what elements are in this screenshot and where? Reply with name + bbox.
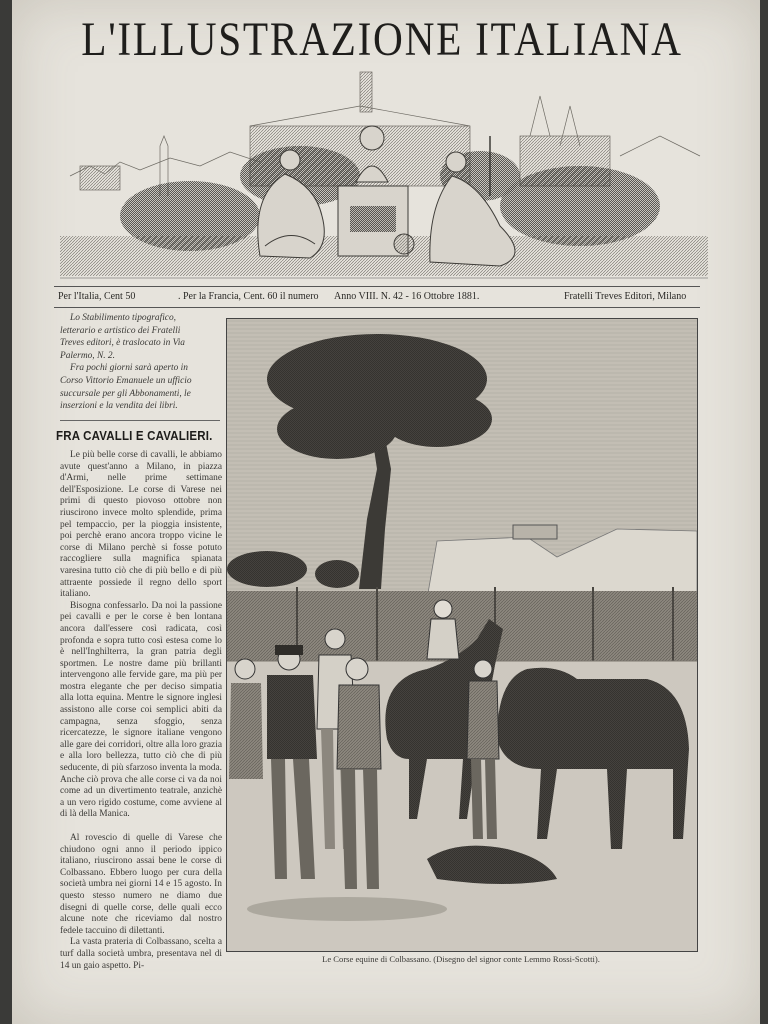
- notice-line: Fra pochi giorni sarà aperto in: [70, 363, 188, 374]
- notice-line: Lo Stabilimento tipografico,: [70, 313, 176, 323]
- article-paragraph: Le più belle corse di cavalli, le abbiamo avute quest'anno a Milano, in piazza d'Armi, nelle prime settimane dell'Esposizione. Le corse di Varese nei primi di questo piovoso ottobre non riuscirono invece molto splendide, prima pel tempaccio, per la pioggia insistente, poi perchè erano ancora troppo vicine le corse di Milano perchè si fosse potuto raccogliere sulla magnifica spianata varesina tutto ciò che di più bello e di più attraente possiede il regno dello sport italiano.: [60, 450, 222, 600]
- article-paragraph: La vasta prateria di Colbassano, scelta a turf dalla società umbra, presentava nel di 14 un gaio aspetto. Pi-: [60, 937, 222, 970]
- price-france: . Per la Francia, Cent. 60 il numero: [178, 291, 319, 302]
- issue-number: Anno VIII. N. 42 - 16 Ottobre 1881.: [334, 291, 480, 302]
- masthead-title: L'ILLUSTRAZIONE ITALIANA: [81, 13, 683, 66]
- article-body: [60, 450, 222, 970]
- article-title: FRA CAVALLI E CAVALIERI.: [56, 429, 213, 443]
- notice-line: Corso Vittorio Emanuele un ufficio: [60, 375, 192, 386]
- masthead-illustration: [60, 66, 708, 288]
- article-paragraph: Bisogna confessarlo. Da noi la passione pei cavalli e per le corse è ben lontana ancora dall'essere così radicata, così profonda e sopra tutto così estesa come lo è nell'Inghilterra, la gran patria degli sportmen. Le nostre dame più brillanti intervengono alle fervide gare, ma più per mostra elegante che per deciso simpatia alla lotta equina. Mentre le signore inglesi assistono alle corse coi semplici abiti da campagna, senza sfoggio, senza ricercatezze, le signore italiane vengono alle gare dei corridori, oltre alla loro grazia e alla loro bellezza, tutto ciò che di più seducente, di più sfarzoso inventa la moda. Anche ciò prova che alle corse ci va da noi come ad un divertimento teatrale, anzichè a un vero rigido costume, come avviene al di là della Manica.: [60, 600, 222, 820]
- notice-line: letterario e artistico dei Fratelli: [60, 325, 181, 336]
- article-paragraph: Al rovescio di quelle di Varese che chiudono ogni anno il periodo ippico italiano, riuscirono assai bene le corse di Colbassano. Ebbero luogo per cura della società umbra nei giorni 14 e 15 agosto. In questo stesso numero ne diamo due disegni di quelle corse, delle quali ecco alcune note che riceviamo dal nostro fedele taccuino di dilettanti.: [60, 833, 222, 936]
- publisher: Fratelli Treves Editori, Milano: [564, 291, 687, 302]
- horse-race-engraving: [226, 318, 698, 952]
- illustration-caption: Le Corse equine di Colbassano. (Disegno del signor conte Lemmo Rossi-Scotti).: [322, 954, 600, 964]
- issue-info-bar: [54, 286, 700, 308]
- notice-line: succursale per gli Abbonamenti, le: [60, 388, 191, 399]
- engraving-drawing: [227, 319, 697, 951]
- notice-line: Palermo, N. 2.: [60, 350, 115, 361]
- notice-line: inserzioni e la vendita dei libri.: [60, 401, 178, 412]
- newspaper-page: [12, 0, 760, 1024]
- column-divider: [60, 420, 220, 421]
- notice-line: Treves editori, è traslocato in Via: [60, 338, 185, 349]
- price-italy: Per l'Italia, Cent 50: [58, 291, 136, 302]
- relocation-notice: [60, 312, 220, 413]
